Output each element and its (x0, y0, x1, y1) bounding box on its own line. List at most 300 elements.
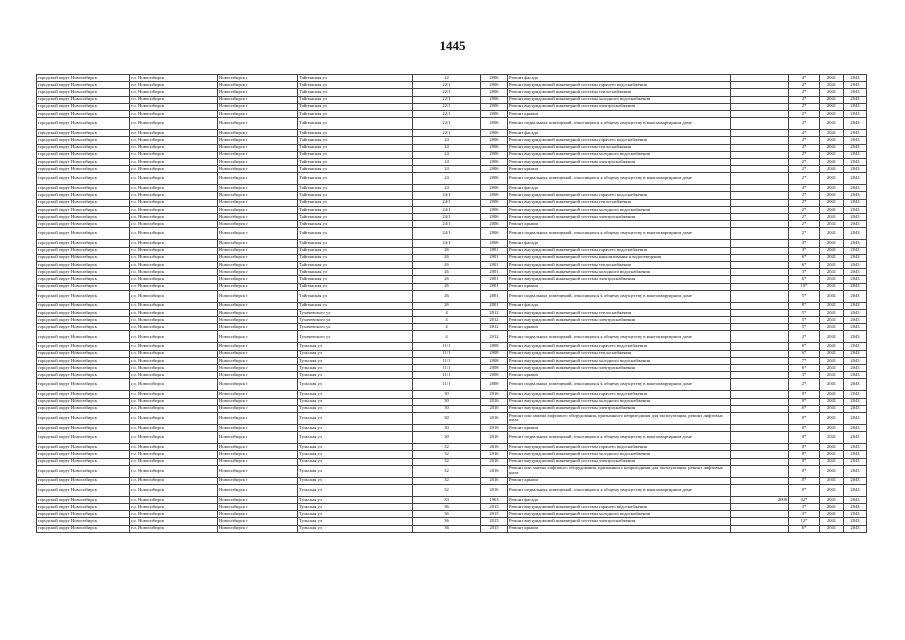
table-row (37, 82, 867, 89)
build-year-cell: 2012 (481, 331, 508, 343)
settlement-cell: г.о. Новосибирск (130, 391, 218, 398)
wear-cell: 0* (789, 451, 820, 458)
plan-start-cell: 2041 (820, 432, 844, 444)
street-cell: Тайгинская ул (298, 185, 413, 192)
table-row (37, 103, 867, 110)
table-row (37, 254, 867, 261)
plan-end-cell: 2043 (844, 103, 867, 110)
street-cell: Тухачевского ул (298, 309, 413, 316)
work-type-cell: Ремонт внутридомовой инженерной системы горячего водоснабжения (508, 504, 731, 511)
build-year-cell: 2016 (481, 405, 508, 412)
settlement-cell: г.о. Новосибирск (130, 96, 218, 103)
street-cell: Тульская ул (298, 451, 413, 458)
work-type-cell: Ремонт подвальных помещений, относящихся к общему имуществу в многоквартирном доме (508, 118, 731, 130)
wear-cell: 2* (789, 144, 820, 151)
table-row (37, 290, 867, 302)
table-row (37, 110, 867, 117)
municipality-cell: городской округ Новосибирск (37, 151, 130, 158)
wear-cell: 2* (789, 173, 820, 185)
work-type-cell: Ремонт фасада (508, 302, 731, 309)
plan-start-cell: 2041 (820, 372, 844, 379)
plan-start-cell: 2041 (820, 484, 844, 496)
house-number-cell: 30 (413, 432, 481, 444)
table-row (37, 405, 867, 412)
build-year-cell: 2006 (481, 118, 508, 130)
plan-start-cell: 2041 (820, 276, 844, 283)
municipality-cell: городской округ Новосибирск (37, 372, 130, 379)
table-row (37, 261, 867, 268)
house-number-cell: 4 (413, 317, 481, 324)
settlement-cell: г.о. Новосибирск (130, 343, 218, 350)
table-body (37, 75, 867, 533)
municipality-cell: городской округ Новосибирск (37, 398, 130, 405)
wear-cell: 2* (789, 206, 820, 213)
work-type-cell: Ремонт внутридомовой инженерной системы теплоснабжения (508, 261, 731, 268)
build-year-cell: 2008 (481, 357, 508, 364)
house-number-cell: 22/1 (413, 89, 481, 96)
work-type-cell: Ремонт крыши (508, 525, 731, 532)
municipality-cell: городской округ Новосибирск (37, 511, 130, 518)
wear-cell: 2* (789, 331, 820, 343)
city-cell: Новосибирск г (218, 504, 298, 511)
municipality-cell: городской округ Новосибирск (37, 391, 130, 398)
table-row (37, 518, 867, 525)
plan-end-cell: 2043 (844, 317, 867, 324)
build-year-cell: 1963 (481, 496, 508, 503)
work-type-cell: Ремонт подвальных помещений, относящихся к общему имуществу в многоквартирном доме (508, 290, 731, 302)
work-type-cell: Ремонт подвальных помещений, относящихся к общему имуществу в многоквартирном доме (508, 432, 731, 444)
table-row (37, 451, 867, 458)
last-repair-year-cell (731, 103, 789, 110)
city-cell: Новосибирск г (218, 118, 298, 130)
wear-cell: 3* (789, 269, 820, 276)
plan-end-cell: 2043 (844, 379, 867, 391)
wear-cell: 0* (789, 444, 820, 451)
plan-start-cell: 2041 (820, 477, 844, 484)
work-type-cell: Ремонт внутридомовой инженерной системы теплоснабжения (508, 144, 731, 151)
settlement-cell: г.о. Новосибирск (130, 103, 218, 110)
work-type-cell: Ремонт внутридомовой инженерной системы горячего водоснабжения (508, 444, 731, 451)
wear-cell: 0* (789, 405, 820, 412)
plan-end-cell: 2043 (844, 343, 867, 350)
table-row (37, 276, 867, 283)
wear-cell: 42* (789, 496, 820, 503)
municipality-cell: городской округ Новосибирск (37, 525, 130, 532)
house-number-cell: 32 (413, 444, 481, 451)
plan-start-cell: 2041 (820, 451, 844, 458)
city-cell: Новосибирск г (218, 199, 298, 206)
municipality-cell: городской округ Новосибирск (37, 350, 130, 357)
street-cell: Тайгинская ул (298, 110, 413, 117)
plan-start-cell: 2041 (820, 82, 844, 89)
municipality-cell: городской округ Новосибирск (37, 118, 130, 130)
settlement-cell: г.о. Новосибирск (130, 484, 218, 496)
last-repair-year-cell (731, 432, 789, 444)
street-cell: Тульская ул (298, 444, 413, 451)
house-number-cell: 26 (413, 247, 481, 254)
house-number-cell: 24/1 (413, 228, 481, 240)
city-cell: Новосибирск г (218, 432, 298, 444)
last-repair-year-cell (731, 477, 789, 484)
street-cell: Тульская ул (298, 458, 413, 465)
plan-end-cell: 2043 (844, 192, 867, 199)
city-cell: Новосибирск г (218, 192, 298, 199)
house-number-cell: 22/1 (413, 96, 481, 103)
build-year-cell: 2016 (481, 398, 508, 405)
municipality-cell: городской округ Новосибирск (37, 518, 130, 525)
street-cell: Тульская ул (298, 379, 413, 391)
wear-cell: 0* (789, 398, 820, 405)
wear-cell: 7* (789, 357, 820, 364)
street-cell: Тайгинская ул (298, 89, 413, 96)
municipality-cell: городской округ Новосибирск (37, 465, 130, 477)
city-cell: Новосибирск г (218, 240, 298, 247)
build-year-cell: 2016 (481, 444, 508, 451)
table-row (37, 192, 867, 199)
street-cell: Тульская ул (298, 391, 413, 398)
city-cell: Новосибирск г (218, 458, 298, 465)
street-cell: Тайгинская ул (298, 214, 413, 221)
build-year-cell: 2016 (481, 465, 508, 477)
build-year-cell: 2001 (481, 254, 508, 261)
city-cell: Новосибирск г (218, 324, 298, 331)
plan-end-cell: 2043 (844, 324, 867, 331)
plan-end-cell: 2043 (844, 424, 867, 431)
build-year-cell: 2006 (481, 103, 508, 110)
wear-cell: 6* (789, 254, 820, 261)
table-row (37, 525, 867, 532)
house-number-cell: 26 (413, 290, 481, 302)
plan-start-cell: 2041 (820, 283, 844, 290)
table-row (37, 302, 867, 309)
plan-start-cell: 2041 (820, 269, 844, 276)
build-year-cell: 2006 (481, 75, 508, 82)
work-type-cell: Ремонт внутридомовой инженерной системы холодного водоснабжения (508, 357, 731, 364)
house-number-cell: 32 (413, 484, 481, 496)
plan-start-cell: 2041 (820, 254, 844, 261)
settlement-cell: г.о. Новосибирск (130, 151, 218, 158)
wear-cell: 8* (789, 302, 820, 309)
house-number-cell: 11/1 (413, 365, 481, 372)
last-repair-year-cell (731, 412, 789, 424)
municipality-cell: городской округ Новосибирск (37, 247, 130, 254)
street-cell: Тайгинская ул (298, 199, 413, 206)
plan-start-cell: 2041 (820, 96, 844, 103)
house-number-cell: 4 (413, 331, 481, 343)
last-repair-year-cell (731, 247, 789, 254)
house-number-cell: 24 (413, 144, 481, 151)
city-cell: Новосибирск г (218, 477, 298, 484)
settlement-cell: г.о. Новосибирск (130, 350, 218, 357)
city-cell: Новосибирск г (218, 357, 298, 364)
municipality-cell: городской округ Новосибирск (37, 254, 130, 261)
build-year-cell: 2008 (481, 365, 508, 372)
house-number-cell: 30 (413, 424, 481, 431)
table-row (37, 199, 867, 206)
build-year-cell: 2006 (481, 173, 508, 185)
city-cell: Новосибирск г (218, 283, 298, 290)
table-row (37, 424, 867, 431)
street-cell: Тайгинская ул (298, 228, 413, 240)
plan-start-cell: 2041 (820, 444, 844, 451)
settlement-cell: г.о. Новосибирск (130, 75, 218, 82)
house-number-cell: 26 (413, 269, 481, 276)
work-type-cell: Ремонт подвальных помещений, относящихся к общему имуществу в многоквартирном доме (508, 379, 731, 391)
wear-cell: 4* (789, 240, 820, 247)
plan-end-cell: 2043 (844, 75, 867, 82)
table-row (37, 477, 867, 484)
plan-start-cell: 2041 (820, 228, 844, 240)
settlement-cell: г.о. Новосибирск (130, 365, 218, 372)
table-row (37, 283, 867, 290)
table-row (37, 372, 867, 379)
plan-end-cell: 2043 (844, 525, 867, 532)
municipality-cell: городской округ Новосибирск (37, 221, 130, 228)
table-row (37, 130, 867, 137)
settlement-cell: г.о. Новосибирск (130, 302, 218, 309)
city-cell: Новосибирск г (218, 391, 298, 398)
settlement-cell: г.о. Новосибирск (130, 192, 218, 199)
build-year-cell: 2006 (481, 137, 508, 144)
settlement-cell: г.о. Новосибирск (130, 247, 218, 254)
house-number-cell: 24 (413, 151, 481, 158)
build-year-cell: 2006 (481, 158, 508, 165)
municipality-cell: городской округ Новосибирск (37, 185, 130, 192)
municipality-cell: городской округ Новосибирск (37, 309, 130, 316)
work-type-cell: Ремонт внутридомовой инженерной системы горячего водоснабжения (508, 343, 731, 350)
street-cell: Тайгинская ул (298, 118, 413, 130)
settlement-cell: г.о. Новосибирск (130, 137, 218, 144)
street-cell: Тайгинская ул (298, 144, 413, 151)
plan-end-cell: 2043 (844, 405, 867, 412)
house-number-cell: 24/1 (413, 192, 481, 199)
build-year-cell: 2001 (481, 247, 508, 254)
plan-start-cell: 2041 (820, 391, 844, 398)
plan-start-cell: 2041 (820, 290, 844, 302)
settlement-cell: г.о. Новосибирск (130, 424, 218, 431)
wear-cell: 6* (789, 261, 820, 268)
plan-end-cell: 2043 (844, 451, 867, 458)
city-cell: Новосибирск г (218, 372, 298, 379)
city-cell: Новосибирск г (218, 144, 298, 151)
last-repair-year-cell (731, 357, 789, 364)
municipality-cell: городской округ Новосибирск (37, 240, 130, 247)
plan-end-cell: 2043 (844, 283, 867, 290)
build-year-cell: 2001 (481, 276, 508, 283)
street-cell: Тайгинская ул (298, 269, 413, 276)
work-type-cell: Ремонт внутридомовой инженерной системы холодного водоснабжения (508, 451, 731, 458)
city-cell: Новосибирск г (218, 221, 298, 228)
settlement-cell: г.о. Новосибирск (130, 185, 218, 192)
settlement-cell: г.о. Новосибирск (130, 199, 218, 206)
build-year-cell: 2001 (481, 283, 508, 290)
last-repair-year-cell (731, 283, 789, 290)
house-number-cell: 4 (413, 324, 481, 331)
wear-cell: 2* (789, 379, 820, 391)
wear-cell: 2* (789, 228, 820, 240)
last-repair-year-cell (731, 166, 789, 173)
wear-cell: 0* (789, 477, 820, 484)
wear-cell: 2* (789, 103, 820, 110)
plan-start-cell: 2041 (820, 458, 844, 465)
last-repair-year-cell (731, 525, 789, 532)
street-cell: Тайгинская ул (298, 96, 413, 103)
plan-start-cell: 2041 (820, 130, 844, 137)
table-row (37, 350, 867, 357)
municipality-cell: городской округ Новосибирск (37, 343, 130, 350)
plan-start-cell: 2041 (820, 199, 844, 206)
last-repair-year-cell (731, 254, 789, 261)
municipality-cell: городской округ Новосибирск (37, 444, 130, 451)
last-repair-year-cell (731, 391, 789, 398)
settlement-cell: г.о. Новосибирск (130, 518, 218, 525)
last-repair-year-cell (731, 465, 789, 477)
house-number-cell: 24/1 (413, 221, 481, 228)
last-repair-year-cell (731, 261, 789, 268)
city-cell: Новосибирск г (218, 75, 298, 82)
plan-start-cell: 2041 (820, 496, 844, 503)
settlement-cell: г.о. Новосибирск (130, 240, 218, 247)
table-row (37, 432, 867, 444)
wear-cell: 2* (789, 96, 820, 103)
last-repair-year-cell (731, 518, 789, 525)
settlement-cell: г.о. Новосибирск (130, 89, 218, 96)
work-type-cell: Ремонт внутридомовой инженерной системы электроснабжения (508, 276, 731, 283)
build-year-cell: 2006 (481, 89, 508, 96)
build-year-cell: 2006 (481, 240, 508, 247)
last-repair-year-cell (731, 365, 789, 372)
last-repair-year-cell (731, 185, 789, 192)
street-cell: Тайгинская ул (298, 103, 413, 110)
municipality-cell: городской округ Новосибирск (37, 96, 130, 103)
street-cell: Тайгинская ул (298, 158, 413, 165)
city-cell: Новосибирск г (218, 185, 298, 192)
street-cell: Тайгинская ул (298, 302, 413, 309)
settlement-cell: г.о. Новосибирск (130, 166, 218, 173)
settlement-cell: г.о. Новосибирск (130, 118, 218, 130)
work-type-cell: Ремонт внутридомовой инженерной системы теплоснабжения (508, 199, 731, 206)
work-type-cell: Ремонт или замена лифтового оборудования, признанного непригодным для эксплуатации, ремонт лифтовых шахт (508, 465, 731, 477)
table-row (37, 185, 867, 192)
plan-end-cell: 2043 (844, 118, 867, 130)
settlement-cell: г.о. Новосибирск (130, 82, 218, 89)
settlement-cell: г.о. Новосибирск (130, 504, 218, 511)
plan-end-cell: 2043 (844, 302, 867, 309)
street-cell: Тайгинская ул (298, 192, 413, 199)
wear-cell: 4* (789, 130, 820, 137)
plan-end-cell: 2043 (844, 185, 867, 192)
table-row (37, 398, 867, 405)
table-row (37, 221, 867, 228)
work-type-cell: Ремонт внутридомовой инженерной системы канализования и водоотведения (508, 254, 731, 261)
wear-cell: 6* (789, 343, 820, 350)
city-cell: Новосибирск г (218, 110, 298, 117)
house-number-cell: 11/1 (413, 357, 481, 364)
street-cell: Тульская ул (298, 432, 413, 444)
plan-start-cell: 2041 (820, 110, 844, 117)
plan-end-cell: 2043 (844, 214, 867, 221)
last-repair-year-cell (731, 309, 789, 316)
city-cell: Новосибирск г (218, 103, 298, 110)
build-year-cell: 2006 (481, 192, 508, 199)
house-number-cell: 24/1 (413, 206, 481, 213)
page-number: 1445 (439, 38, 466, 53)
street-cell: Тульская ул (298, 405, 413, 412)
work-type-cell: Ремонт внутридомовой инженерной системы горячего водоснабжения (508, 247, 731, 254)
table-row (37, 137, 867, 144)
work-type-cell: Ремонт внутридомовой инженерной системы горячего водоснабжения (508, 391, 731, 398)
build-year-cell: 2016 (481, 451, 508, 458)
municipality-cell: городской округ Новосибирск (37, 130, 130, 137)
table-row (37, 96, 867, 103)
street-cell: Тайгинская ул (298, 130, 413, 137)
municipality-cell: городской округ Новосибирск (37, 451, 130, 458)
plan-end-cell: 2043 (844, 484, 867, 496)
street-cell: Тульская ул (298, 365, 413, 372)
table-row (37, 412, 867, 424)
last-repair-year-cell (731, 379, 789, 391)
last-repair-year-cell (731, 269, 789, 276)
city-cell: Новосибирск г (218, 350, 298, 357)
plan-start-cell: 2041 (820, 412, 844, 424)
street-cell: Тухачевского ул (298, 331, 413, 343)
city-cell: Новосибирск г (218, 137, 298, 144)
last-repair-year-cell: 2008 (731, 496, 789, 503)
settlement-cell: г.о. Новосибирск (130, 158, 218, 165)
plan-end-cell: 2043 (844, 228, 867, 240)
settlement-cell: г.о. Новосибирск (130, 317, 218, 324)
table-row (37, 324, 867, 331)
street-cell: Тульская ул (298, 477, 413, 484)
street-cell: Тайгинская ул (298, 261, 413, 268)
work-type-cell: Ремонт подвальных помещений, относящихся к общему имуществу в многоквартирном доме (508, 173, 731, 185)
plan-end-cell: 2043 (844, 444, 867, 451)
settlement-cell: г.о. Новосибирск (130, 412, 218, 424)
settlement-cell: г.о. Новосибирск (130, 261, 218, 268)
wear-cell: 2* (789, 137, 820, 144)
municipality-cell: городской округ Новосибирск (37, 458, 130, 465)
work-type-cell: Ремонт внутридомовой инженерной системы электроснабжения (508, 458, 731, 465)
last-repair-year-cell (731, 89, 789, 96)
street-cell: Тайгинская ул (298, 247, 413, 254)
last-repair-year-cell (731, 331, 789, 343)
work-type-cell: Ремонт фасада (508, 75, 731, 82)
settlement-cell: г.о. Новосибирск (130, 331, 218, 343)
city-cell: Новосибирск г (218, 518, 298, 525)
street-cell: Тульская ул (298, 518, 413, 525)
street-cell: Тульская ул (298, 372, 413, 379)
city-cell: Новосибирск г (218, 309, 298, 316)
city-cell: Новосибирск г (218, 166, 298, 173)
municipality-cell: городской округ Новосибирск (37, 110, 130, 117)
last-repair-year-cell (731, 504, 789, 511)
plan-end-cell: 2043 (844, 398, 867, 405)
table-row (37, 343, 867, 350)
wear-cell: 0* (789, 458, 820, 465)
house-number-cell: 24/1 (413, 240, 481, 247)
house-number-cell: 30 (413, 398, 481, 405)
city-cell: Новосибирск г (218, 228, 298, 240)
house-number-cell: 26 (413, 261, 481, 268)
street-cell: Тайгинская ул (298, 240, 413, 247)
build-year-cell: 2006 (481, 144, 508, 151)
wear-cell: 0* (789, 412, 820, 424)
plan-start-cell: 2041 (820, 89, 844, 96)
build-year-cell: 2008 (481, 372, 508, 379)
house-number-cell: 11/1 (413, 343, 481, 350)
wear-cell: 5* (789, 324, 820, 331)
build-year-cell: 2006 (481, 214, 508, 221)
